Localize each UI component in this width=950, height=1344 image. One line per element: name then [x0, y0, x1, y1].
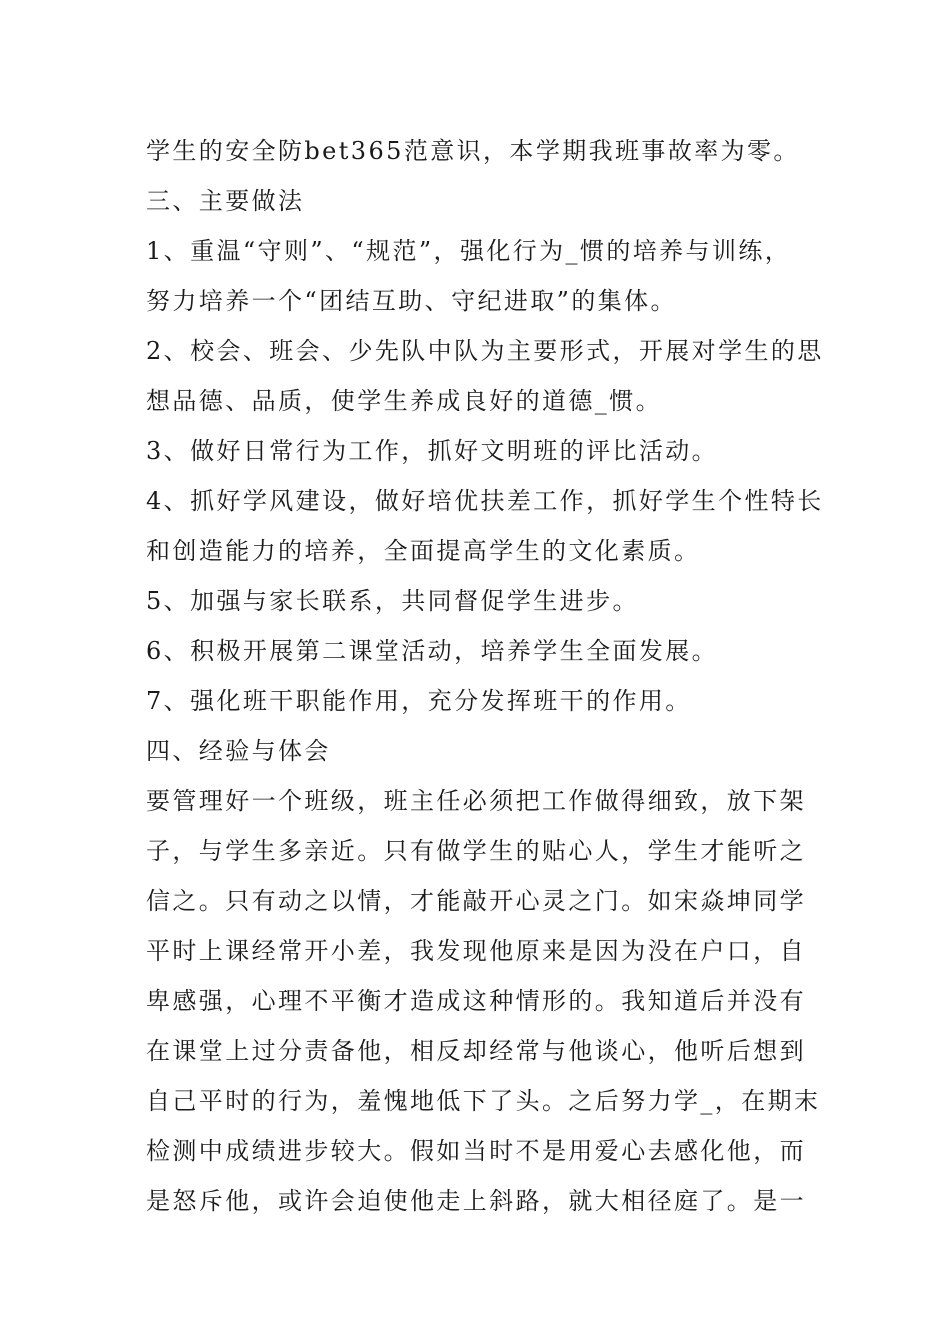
text-line: 子，与学生多亲近。只有做学生的贴心人，学生才能听之: [146, 837, 806, 865]
text-line: 要管理好一个班级，班主任必须把工作做得细致，放下架: [146, 787, 806, 815]
text-line: 平时上课经常开小差，我发现他原来是因为没在户口，自: [146, 937, 806, 965]
text-line: 在课堂上过分责备他，相反却经常与他谈心，他听后想到: [146, 1037, 806, 1065]
text-line: 努力培养一个“团结互助、守纪进取”的集体。: [146, 287, 677, 315]
section-heading: 四、经验与体会: [146, 737, 331, 765]
text-line: 想品德、品质，使学生养成良好的道德_惯。: [146, 387, 662, 415]
text-line: 信之。只有动之以情，才能敲开心灵之门。如宋焱坤同学: [146, 887, 806, 915]
text-line: 4、抓好学风建设，做好培优扶差工作，抓好学生个性特长: [146, 487, 824, 515]
text-line: 7、强化班干职能作用，充分发挥班干的作用。: [146, 687, 692, 715]
text-line: 3、做好日常行为工作，抓好文明班的评比活动。: [146, 437, 719, 465]
text-line: 6、积极开展第二课堂活动，培养学生全面发展。: [146, 637, 719, 665]
text-line: 2、校会、班会、少先队中队为主要形式，开展对学生的思: [146, 337, 824, 365]
text-line: 1、重温“守则”、“规范”，强化行为_惯的培养与训练，: [146, 237, 792, 265]
text-line: 学生的安全防bet365范意识，本学期我班事故率为零。: [146, 137, 800, 165]
section-heading: 三、主要做法: [146, 187, 305, 215]
text-line: 卑感强，心理不平衡才造成这种情形的。我知道后并没有: [146, 987, 806, 1015]
text-line: 和创造能力的培养，全面提高学生的文化素质。: [146, 537, 701, 565]
text-line: 是怒斥他，或许会迫使他走上斜路，就大相径庭了。是一: [146, 1187, 806, 1215]
text-line: 检测中成绩进步较大。假如当时不是用爱心去感化他，而: [146, 1137, 806, 1165]
text-line: 自己平时的行为，羞愧地低下了头。之后努力学_，在期末: [146, 1087, 821, 1115]
text-line: 5、加强与家长联系，共同督促学生进步。: [146, 587, 639, 615]
